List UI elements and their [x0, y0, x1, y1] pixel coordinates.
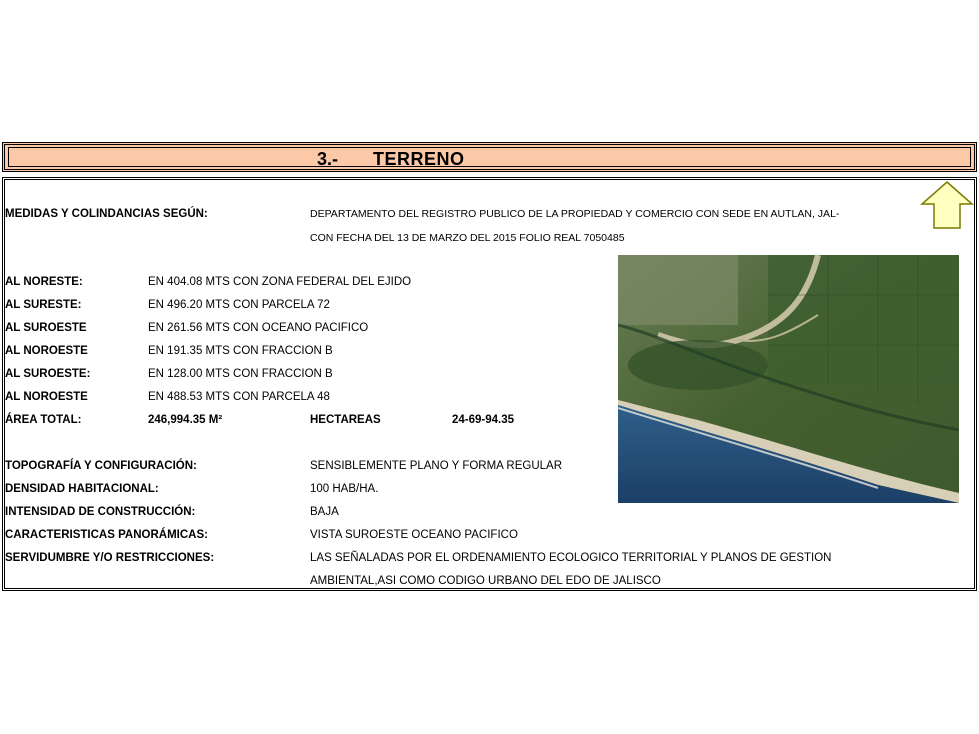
medidas-line1: DEPARTAMENTO DEL REGISTRO PUBLICO DE LA PROPIEDAD Y COMERCIO CON SEDE EN AUTLAN, JAL- [310, 208, 840, 220]
medidas-line2: CON FECHA DEL 13 DE MARZO DEL 2015 FOLIO REAL 7050485 [310, 232, 625, 244]
medidas-label: MEDIDAS Y COLINDANCIAS SEGÚN: [5, 208, 208, 220]
panoramicas-label: CARACTERISTICAS PANORÁMICAS: [5, 529, 208, 541]
colindancia-value: EN 128.00 MTS CON FRACCION B [148, 368, 333, 380]
hectareas-value: 24-69-94.35 [452, 414, 515, 426]
servidumbre-label: SERVIDUMBRE Y/O RESTRICCIONES: [5, 552, 215, 564]
section-header-inner [8, 147, 971, 167]
panoramicas-value: VISTA SUROESTE OCEANO PACIFICO [310, 529, 518, 541]
colindancia-label: AL SURESTE: [5, 299, 82, 311]
section-title: TERRENO [373, 149, 465, 169]
densidad-value: 100 HAB/HA. [310, 483, 379, 495]
satellite-map-image [618, 255, 959, 503]
colindancia-value: EN 261.56 MTS CON OCEANO PACIFICO [148, 322, 369, 334]
colindancia-label: AL SUROESTE: [5, 368, 91, 380]
area-label: ÁREA TOTAL: [5, 414, 82, 426]
area-value: 246,994.35 M² [148, 414, 223, 426]
colindancia-label: AL NORESTE: [5, 276, 83, 288]
colindancia-label: AL NOROESTE [5, 391, 88, 403]
densidad-label: DENSIDAD HABITACIONAL: [5, 483, 159, 495]
colindancia-value: EN 404.08 MTS CON ZONA FEDERAL DEL EJIDO [148, 276, 412, 288]
topografia-label: TOPOGRAFÍA Y CONFIGURACIÓN: [5, 460, 197, 472]
arrow-up-icon[interactable] [920, 180, 974, 230]
section-header [2, 142, 977, 172]
colindancia-value: EN 488.53 MTS CON PARCELA 48 [148, 391, 330, 403]
hectareas-label: HECTAREAS [310, 414, 381, 426]
colindancia-value: EN 496.20 MTS CON PARCELA 72 [148, 299, 330, 311]
intensidad-label: INTENSIDAD DE CONSTRUCCIÓN: [5, 506, 196, 518]
colindancia-label: AL SUROESTE [5, 322, 87, 334]
section-number: 3.- [317, 149, 339, 169]
servidumbre-value: LAS SEÑALADAS POR EL ORDENAMIENTO ECOLOGICO TERRITORIAL Y PLANOS DE GESTION [310, 552, 832, 564]
servidumbre-value-line2: AMBIENTAL,ASI COMO CODIGO URBANO DEL EDO DE JALISCO [310, 575, 661, 587]
topografia-value: SENSIBLEMENTE PLANO Y FORMA REGULAR [310, 460, 563, 472]
colindancia-value: EN 191.35 MTS CON FRACCION B [148, 345, 333, 357]
intensidad-value: BAJA [310, 506, 339, 518]
colindancia-label: AL NOROESTE [5, 345, 88, 357]
